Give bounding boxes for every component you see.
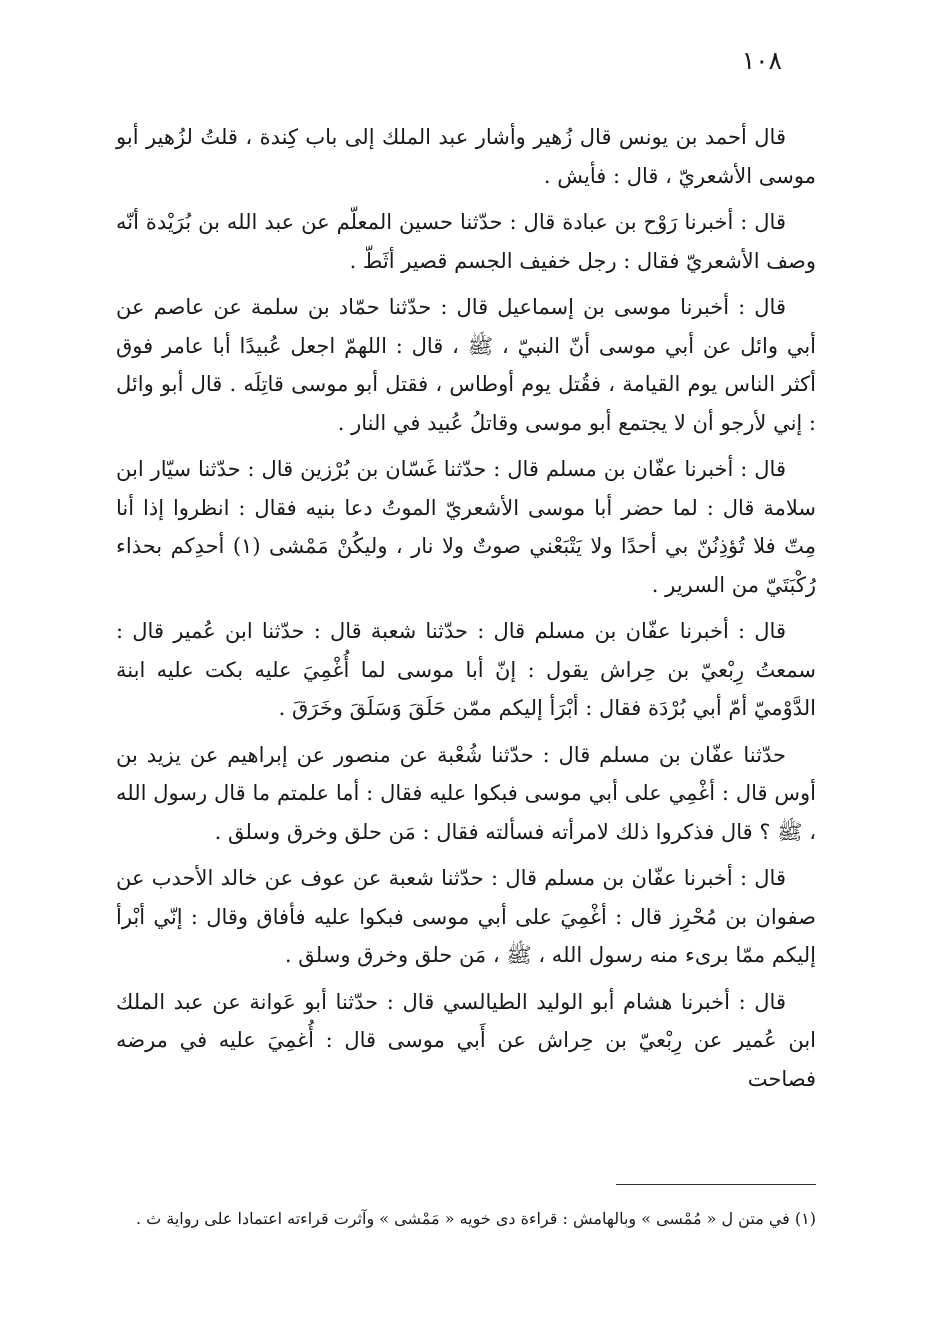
footnote: (١) في متن ل « مُمْسى » وبالهامش : قراءة دى خويه « مَمْشى » وآثرت قراءته اعتمادا على رواية ث . xyxy=(135,1209,816,1228)
paragraph-8: قال : أخبرنا هشام أبو الوليد الطيالسي قال : حدّثنا أبو عَوانة عن عبد الملك ابن عُمير عن رِبْعيّ بن حِراش عن أَبي موسى قال : أُغمِيَ عليه في مرضه فصاحت xyxy=(116,989,816,1091)
paragraph-3: قال : أخبرنا موسى بن إسماعيل قال : حدّثنا حمّاد بن سلمة عن عاصم عن أبي وائل عن أبي موسى أنّ النبيّ ، ﷺ ، قال : اللهمّ اجعل عُبيدًا أبا عامر فوق أكثر الناس يوم القيامة ، فقُتل يوم أوطاس ، فقتل أبو موسى قاتِلَه . قال أبو وائل : إني لأرجو أن لا يجتمع أبو موسى وقاتلُ عُبيد في النار . xyxy=(116,295,816,435)
paragraph-4: قال : أخبرنا عفّان بن مسلم قال : حدّثنا غَسّان بن بُرْزين قال : حدّثنا سيّار ابن سلامة قال : لما حضر أبا موسى الأشعريّ الموتُ دعا بنيه فقال : انظروا إذا أنا مِتّ فلا تُؤذِنُنّ بي أحدًا ولا يَتْبَعْني صوتٌ ولا نار ، وليكُنْ مَمْشى (١) أحدِكم بحذاء رُكْبَتَيّ من السرير . xyxy=(116,457,816,597)
paragraph-2: قال : أخبرنا رَوْح بن عبادة قال : حدّثنا حسين المعلّم عن عبد الله بن بُرَيْدة أنّه وصف الأشعريّ فقال : رجل خفيف الجسم قصير أثَطّ . xyxy=(116,210,816,273)
paragraph-1: قال أحمد بن يونس قال زُهير وأشار عبد الملك إلى باب كِندة ، قلتُ لزُهير أبو موسى الأشعريّ ، قال : فأيش . xyxy=(116,125,816,188)
footnote-divider xyxy=(616,1184,816,1185)
paragraph-6: حدّثنا عفّان بن مسلم قال : حدّثنا شُعْبة عن منصور عن إبراهيم عن يزيد بن أوس قال : أغْمِي على أبي موسى فبكوا عليه فقال : أما علمتم ما قال رسول الله ، ﷺ ؟ قال فذكروا ذلك لامرأته فسألته فقال : مَن حلق وخرق وسلق . xyxy=(116,742,816,844)
paragraph-7: قال : أخبرنا عفّان بن مسلم قال : حدّثنا شعبة عن عوف عن خالد الأحدب عن صفوان بن مُحْرِز قال : أغْمِيَ على أبي موسى فبكوا عليه فأفاق وقال : إنّي أبْرأ إليكم ممّا برىء منه رسول الله ، ﷺ ، مَن حلق وخرق وسلق . xyxy=(116,866,816,967)
page-number: ١٠٨ xyxy=(741,46,782,75)
body-text xyxy=(116,118,816,1106)
paragraph-5: قال : أخبرنا عفّان بن مسلم قال : حدّثنا شعبة قال : حدّثنا ابن عُمير قال : سمعتُ رِبْعيّ بن حِراش يقول : إنّ أبا موسى لما أُغْمِيَ عليه بكت عليه ابنة الدَّوْميّ أمّ أبي بُرْدَة فقال : أبْرَأ إليكم ممّن حَلَقَ وَسَلَقَ وخَرَقَ . xyxy=(116,619,816,720)
